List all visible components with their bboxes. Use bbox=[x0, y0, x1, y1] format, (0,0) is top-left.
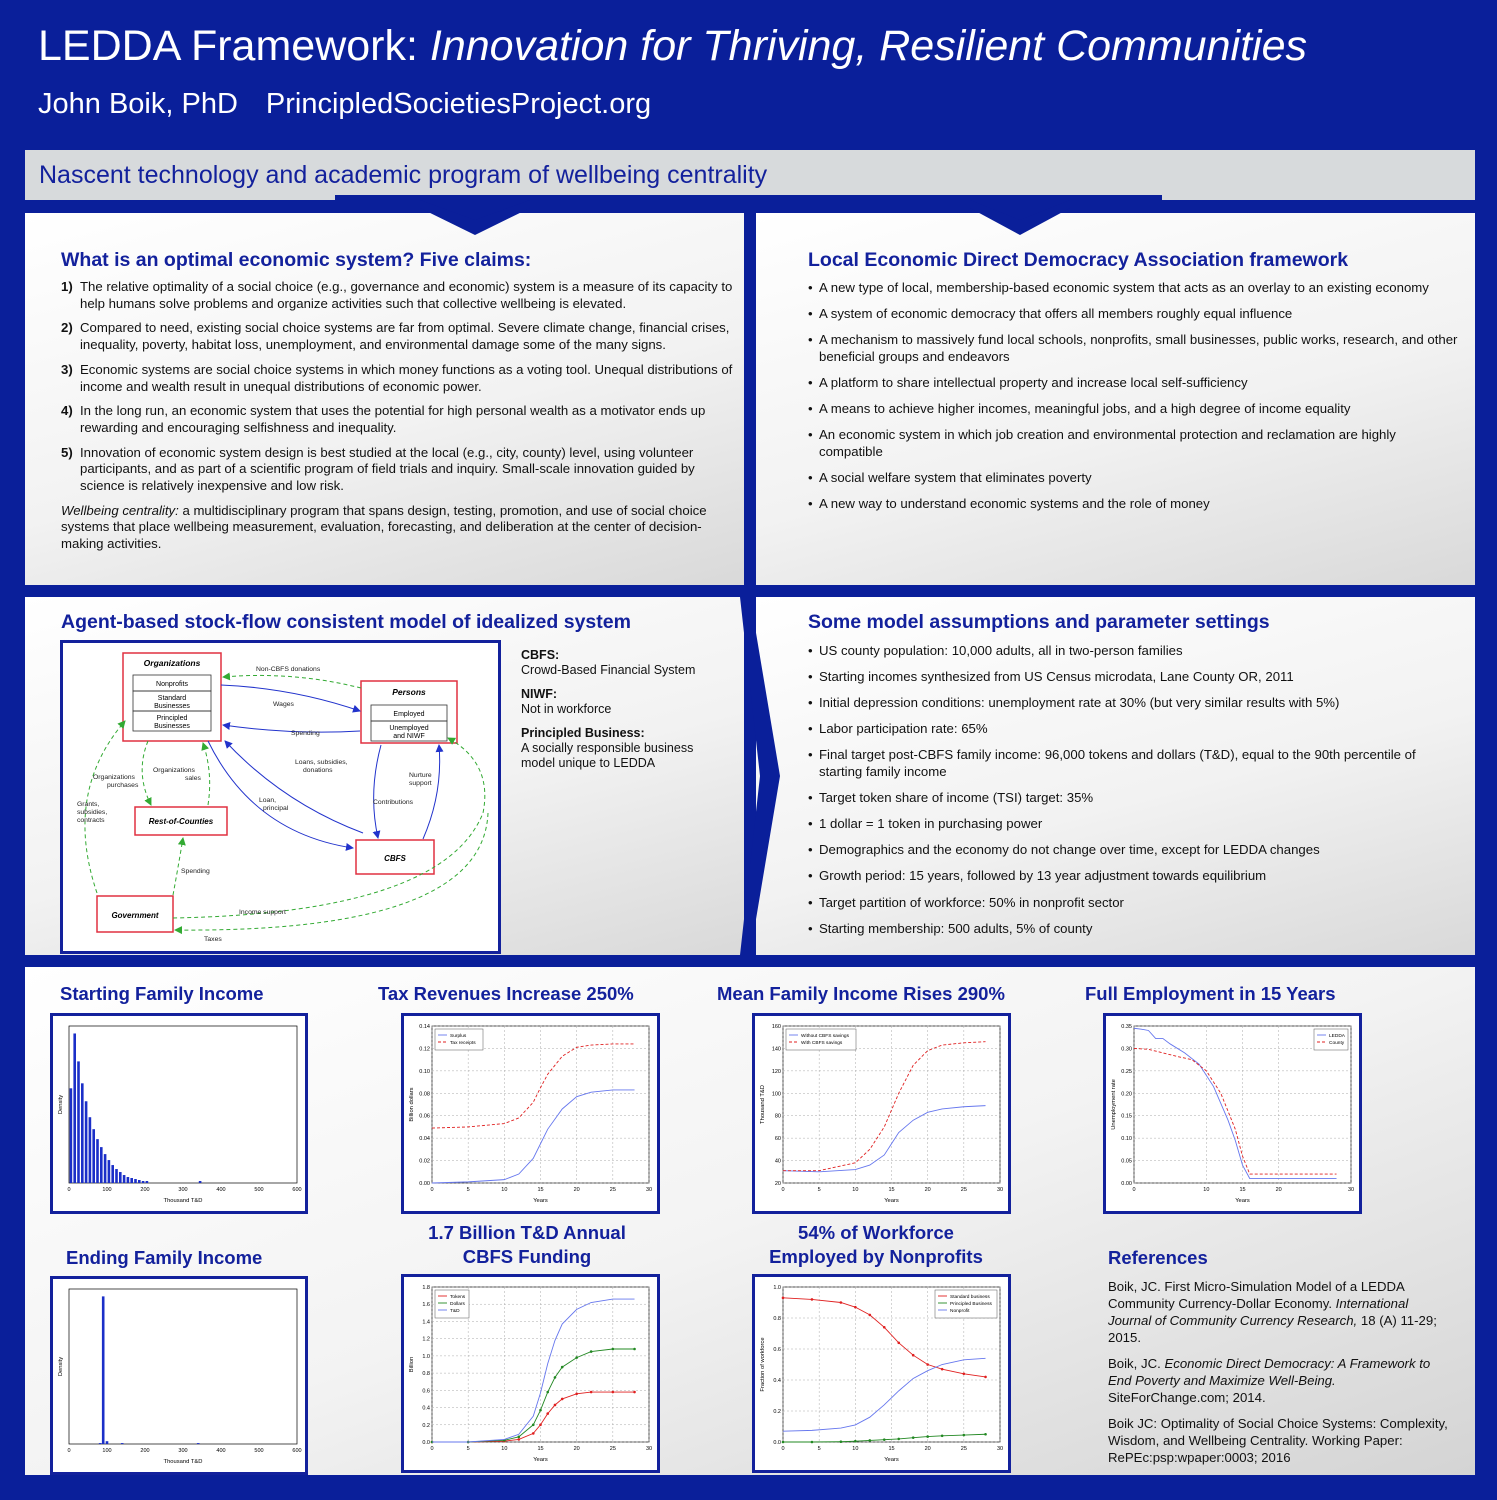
histogram-bar bbox=[81, 1083, 84, 1183]
title-italic: Innovation for Thriving, Resilient Communities bbox=[429, 22, 1307, 70]
chart-workforce bbox=[752, 1274, 1011, 1473]
chart-title-workforce-2: Employed by Nonprofits bbox=[769, 1246, 983, 1267]
y-tick-label: 1.0 bbox=[773, 1285, 781, 1291]
y-tick-label: 120 bbox=[771, 1068, 781, 1075]
unemployed-label-1: Unemployed bbox=[389, 725, 429, 732]
chart-starting-income bbox=[50, 1013, 308, 1214]
y-tick-label: 0.05 bbox=[1121, 1158, 1132, 1165]
organizations-label: Organizations bbox=[143, 658, 201, 668]
x-tick-label: 0 bbox=[430, 1446, 434, 1452]
series-point bbox=[612, 1348, 615, 1351]
nonprofits-label: Nonprofits bbox=[156, 681, 188, 688]
y-axis-label: Fraction of workforce bbox=[760, 1337, 766, 1392]
chart-title-workforce-1: 54% of Workforce bbox=[798, 1222, 954, 1243]
series-point bbox=[554, 1404, 557, 1407]
x-tick-label: 15 bbox=[888, 1446, 895, 1452]
assumptions-panel bbox=[756, 597, 1475, 955]
series-point bbox=[984, 1376, 987, 1379]
histogram-bar bbox=[142, 1181, 145, 1183]
series-point bbox=[912, 1354, 915, 1357]
glossary-def: Crowd-Based Financial System bbox=[521, 663, 696, 677]
histogram-bar bbox=[106, 1441, 109, 1444]
histogram-bar bbox=[138, 1180, 141, 1183]
x-tick-label: 20 bbox=[573, 1446, 580, 1452]
x-axis-label: Thousand T&D bbox=[163, 1459, 203, 1465]
histogram-bar bbox=[70, 1088, 73, 1183]
x-tick-label: 25 bbox=[960, 1187, 967, 1193]
chart-title-ending: Ending Family Income bbox=[66, 1247, 263, 1268]
y-axis-label: Unemployment rate bbox=[1111, 1079, 1117, 1130]
series-point bbox=[532, 1423, 535, 1426]
ledda-item: • A platform to share intellectual property and increase local self-sufficiency bbox=[808, 374, 1248, 390]
series-point bbox=[854, 1306, 857, 1309]
y-tick-label: 0.15 bbox=[1121, 1113, 1132, 1120]
y-axis-label: Billion bbox=[409, 1356, 415, 1373]
series-point bbox=[782, 1297, 785, 1300]
series-point bbox=[869, 1439, 872, 1442]
chart-title-cbfs-2: CBFS Funding bbox=[462, 1246, 592, 1267]
chart-cbfs-funding bbox=[401, 1274, 660, 1473]
y-tick-label: 0.4 bbox=[422, 1405, 430, 1412]
x-tick-label: 20 bbox=[924, 1446, 931, 1452]
assumption-item: • US county population: 10,000 adults, all in two-person families bbox=[808, 643, 1183, 658]
y-tick-label: 0.08 bbox=[419, 1091, 430, 1098]
histogram-bar bbox=[99, 1443, 102, 1444]
histogram-bar bbox=[85, 1101, 88, 1183]
x-tick-label: 10 bbox=[1203, 1187, 1210, 1193]
assumption-item: • Starting membership: 500 adults, 5% of county bbox=[808, 920, 1093, 936]
y-tick-label: 40 bbox=[774, 1158, 781, 1165]
x-tick-label: 20 bbox=[924, 1187, 931, 1193]
wellbeing-centrality-definition: Wellbeing centrality: a multidisciplinary program that spans design, testing, promotion, and use of social choice systems that place wellbeing measurement, evaluation, forecasting, and deliberation at the center of decision-making activities. bbox=[61, 502, 707, 552]
chart-mean-income bbox=[752, 1013, 1011, 1214]
ledda-item: • A new type of local, membership-based economic system that acts as an overlay to an existing economy bbox=[808, 280, 1429, 295]
model-heading: Agent-based stock-flow consistent model of idealized system bbox=[61, 611, 631, 633]
histogram-bar bbox=[77, 1061, 80, 1183]
label-grants-1: Grants, bbox=[77, 801, 100, 808]
assumption-item: • Starting incomes synthesized from US Census microdata, Lane County OR, 2011 bbox=[808, 669, 1294, 685]
label-nurture-1: Nurture bbox=[409, 772, 432, 779]
unemployed-label-2: and NIWF bbox=[393, 733, 425, 740]
x-tick-label: 300 bbox=[178, 1448, 188, 1454]
label-orgpur-2: purchases bbox=[107, 782, 139, 789]
series-point bbox=[633, 1348, 636, 1351]
x-tick-label: 500 bbox=[254, 1448, 264, 1454]
chart-title-mean-income: Mean Family Income Rises 290% bbox=[717, 983, 1005, 1004]
ledda-item: • A mechanism to massively fund local schools, nonprofits, small businesses, public works, research, and other beneficial groups and endeavors bbox=[808, 332, 1458, 364]
employed-label: Employed bbox=[393, 711, 425, 718]
ledda-item: • A new way to understand economic systems and the role of money bbox=[808, 496, 1210, 512]
x-tick-label: 400 bbox=[216, 1187, 226, 1193]
ledda-item: • A means to achieve higher incomes, meaningful jobs, and a high degree of income equality bbox=[808, 401, 1351, 417]
government-label: Government bbox=[111, 911, 159, 920]
series-point bbox=[811, 1298, 814, 1301]
x-axis-label: Years bbox=[884, 1457, 899, 1463]
y-tick-label: 100 bbox=[771, 1091, 781, 1098]
histogram-bar bbox=[197, 1443, 200, 1444]
reference-item: Boik, JC. Economic Direct Democracy: A Framework to End Poverty and Maximize Well-Being. SiteForChange.com; 2014. bbox=[1108, 1356, 1431, 1405]
x-tick-label: 300 bbox=[178, 1187, 188, 1193]
x-tick-label: 10 bbox=[501, 1187, 508, 1193]
series-point bbox=[782, 1441, 785, 1444]
glossary-def: A socially responsible business model unique to LEDDA bbox=[521, 741, 694, 770]
histogram-bar bbox=[100, 1147, 103, 1183]
y-tick-label: 1.8 bbox=[422, 1285, 430, 1291]
legend-label: Tokens bbox=[450, 1295, 466, 1300]
y-tick-label: 0.14 bbox=[419, 1024, 430, 1030]
standard-label-2: Businesses bbox=[154, 703, 190, 710]
x-tick-label: 0 bbox=[67, 1187, 71, 1193]
histogram-bar bbox=[96, 1139, 99, 1183]
series-point bbox=[926, 1363, 929, 1366]
series-point bbox=[546, 1412, 549, 1415]
chart-title-workforce bbox=[751, 1221, 1001, 1269]
histogram-bar bbox=[121, 1443, 124, 1444]
legend-box bbox=[786, 1029, 856, 1050]
series-point bbox=[633, 1391, 636, 1394]
legend-label: Nonprofit bbox=[950, 1309, 970, 1314]
y-tick-label: 0.8 bbox=[422, 1371, 430, 1378]
histogram-bar bbox=[102, 1296, 105, 1444]
assumptions-list bbox=[808, 643, 1458, 947]
assumption-item: • Demographics and the economy do not change over time, except for LEDDA changes bbox=[808, 842, 1320, 858]
x-tick-label: 5 bbox=[817, 1446, 821, 1452]
y-tick-label: 0.0 bbox=[422, 1440, 430, 1446]
persons-label: Persons bbox=[392, 687, 426, 697]
y-tick-label: 0.10 bbox=[419, 1068, 430, 1075]
chart-employment bbox=[1103, 1013, 1362, 1214]
series-point bbox=[590, 1391, 593, 1394]
y-tick-label: 80 bbox=[774, 1113, 781, 1120]
label-contributions: Contributions bbox=[373, 799, 414, 806]
histogram-bar bbox=[73, 1033, 76, 1183]
label-non-cbfs: Non-CBFS donations bbox=[256, 666, 321, 673]
assumption-item: • Initial depression conditions: unemployment rate at 30% (but very similar results with 5%) bbox=[808, 695, 1340, 711]
x-tick-label: 20 bbox=[1275, 1187, 1282, 1193]
website: PrincipledSocietiesProject.org bbox=[265, 88, 652, 120]
series-point bbox=[897, 1438, 900, 1441]
y-axis-label: Thousand T&D bbox=[760, 1085, 766, 1124]
legend-label: Principled Business bbox=[950, 1302, 992, 1307]
label-taxes: Taxes bbox=[204, 936, 222, 943]
claim-item: 4) In the long run, an economic system that uses the potential for high personal wealth as a motivator ends up rewarding and encouraging selfishness and inequality. bbox=[61, 403, 706, 435]
x-tick-label: 15 bbox=[888, 1187, 895, 1193]
x-axis-label: Years bbox=[884, 1198, 899, 1204]
reference-item: Boik JC: Optimality of Social Choice Systems: Complexity, Wisdom, and Wellbeing Centrality. Working Paper: RePEc:psp:wpaper:0003; 2016 bbox=[1108, 1416, 1448, 1465]
glossary-term: NIWF: bbox=[521, 687, 558, 701]
x-tick-label: 30 bbox=[645, 1446, 653, 1452]
principled-label-1: Principled bbox=[156, 715, 188, 722]
x-tick-label: 5 bbox=[466, 1446, 470, 1452]
label-grants-2: subsidies, bbox=[77, 809, 108, 816]
series-point bbox=[561, 1366, 564, 1369]
banner bbox=[25, 150, 1475, 200]
label-spending-2: Spending bbox=[181, 868, 210, 875]
histogram-bar bbox=[123, 1175, 126, 1183]
plot-area bbox=[69, 1026, 297, 1183]
x-tick-label: 30 bbox=[996, 1446, 1004, 1452]
claims-panel bbox=[25, 213, 744, 585]
ledda-item: • A system of economic democracy that offers all members roughly equal influence bbox=[808, 306, 1293, 322]
assumptions-heading: Some model assumptions and parameter settings bbox=[808, 611, 1270, 633]
x-tick-label: 0 bbox=[430, 1187, 434, 1193]
y-tick-label: 0.00 bbox=[1121, 1181, 1132, 1187]
x-tick-label: 30 bbox=[1347, 1187, 1355, 1193]
y-tick-label: 1.2 bbox=[422, 1336, 430, 1343]
histogram-bar bbox=[146, 1181, 149, 1183]
series-point bbox=[518, 1436, 521, 1439]
y-tick-label: 0.02 bbox=[419, 1158, 430, 1165]
label-loans-2: donations bbox=[303, 767, 333, 774]
x-tick-label: 400 bbox=[216, 1448, 226, 1454]
y-tick-label: 0.6 bbox=[422, 1388, 430, 1395]
series-point bbox=[963, 1373, 966, 1376]
x-tick-label: 0 bbox=[781, 1187, 785, 1193]
series-point bbox=[539, 1409, 542, 1412]
series-point bbox=[941, 1368, 944, 1371]
x-tick-label: 0 bbox=[781, 1446, 785, 1452]
x-tick-label: 15 bbox=[537, 1187, 544, 1193]
x-tick-label: 200 bbox=[140, 1187, 150, 1193]
x-tick-label: 5 bbox=[466, 1187, 470, 1193]
model-chevron bbox=[740, 597, 780, 955]
legend-label: Surplus bbox=[450, 1034, 467, 1039]
legend-label: County bbox=[1329, 1041, 1345, 1046]
series-point bbox=[554, 1376, 557, 1379]
glossary-def: Not in workforce bbox=[521, 702, 612, 716]
series-point bbox=[883, 1438, 886, 1441]
label-orgsales-2: sales bbox=[185, 775, 201, 782]
series-point bbox=[840, 1440, 843, 1443]
series-point bbox=[912, 1436, 915, 1439]
references-heading: References bbox=[1108, 1247, 1208, 1268]
x-axis-label: Years bbox=[1235, 1198, 1250, 1204]
series-point bbox=[546, 1391, 549, 1394]
x-tick-label: 30 bbox=[645, 1187, 653, 1193]
y-tick-label: 60 bbox=[774, 1136, 781, 1143]
histogram-bar bbox=[127, 1177, 130, 1183]
claims-heading: What is an optimal economic system? Five claims: bbox=[61, 249, 532, 271]
assumption-item: • Final target post-CBFS family income: 96,000 tokens and dollars (T&D), equal to the 90th percentile of starting family income bbox=[808, 747, 1416, 780]
claim-item: 1) The relative optimality of a social choice (e.g., governance and economic) system is a measure of its capacity to help humans solve problems and organize activities such that collective wellbeing is elevated. bbox=[61, 279, 733, 311]
assumption-item: • Target token share of income (TSI) target: 35% bbox=[808, 790, 1094, 806]
x-axis-label: Years bbox=[533, 1457, 548, 1463]
x-tick-label: 100 bbox=[102, 1187, 112, 1193]
x-tick-label: 600 bbox=[292, 1187, 302, 1193]
chart-title-starting: Starting Family Income bbox=[60, 983, 264, 1004]
banner-text: Nascent technology and academic program of wellbeing centrality bbox=[39, 161, 768, 189]
glossary-term: CBFS: bbox=[521, 648, 560, 662]
y-axis-label: Density bbox=[58, 1356, 64, 1377]
assumption-item: • Labor participation rate: 65% bbox=[808, 721, 988, 737]
x-tick-label: 25 bbox=[960, 1446, 967, 1452]
poster-subtitle bbox=[38, 88, 679, 121]
x-tick-label: 30 bbox=[996, 1187, 1004, 1193]
y-tick-label: 0.20 bbox=[1121, 1091, 1132, 1098]
x-tick-label: 15 bbox=[537, 1446, 544, 1452]
chart-title-tax: Tax Revenues Increase 250% bbox=[378, 983, 634, 1004]
histogram-bar bbox=[92, 1129, 95, 1183]
legend-box bbox=[1314, 1029, 1348, 1050]
series-point bbox=[575, 1356, 578, 1359]
y-tick-label: 0.10 bbox=[1121, 1136, 1132, 1143]
x-axis-label: Years bbox=[533, 1198, 548, 1204]
series-point bbox=[926, 1435, 929, 1438]
reference-item: Boik, JC. First Micro-Simulation Model of a LEDDA Community Currency-Dollar Economy. International Journal of Community Currency Research, 18 (A) 11-29; 2015. bbox=[1108, 1279, 1437, 1345]
legend-label: Standard business bbox=[950, 1295, 990, 1300]
legend-box bbox=[435, 1029, 483, 1050]
y-tick-label: 0.2 bbox=[422, 1422, 430, 1429]
series-point bbox=[518, 1438, 521, 1441]
series-point bbox=[941, 1435, 944, 1438]
ledda-item: • An economic system in which job creation and environmental protection and reclamation are highly compatible bbox=[808, 427, 1396, 459]
label-nurture-2: support bbox=[409, 780, 432, 787]
legend-label: With CBFS savings bbox=[801, 1041, 843, 1046]
assumption-item: • Target partition of workforce: 50% in nonprofit sector bbox=[808, 894, 1124, 910]
histogram-bar bbox=[115, 1169, 118, 1183]
series-point bbox=[612, 1391, 615, 1394]
ledda-item: • A social welfare system that eliminates poverty bbox=[808, 469, 1092, 485]
histogram-bar bbox=[199, 1181, 202, 1183]
series-point bbox=[840, 1301, 843, 1304]
chart-ending-income bbox=[50, 1276, 308, 1475]
histogram-bar bbox=[119, 1172, 122, 1183]
label-orgpur-1: Organizations bbox=[93, 774, 135, 781]
histogram-bar bbox=[89, 1117, 92, 1183]
y-tick-label: 0.04 bbox=[419, 1136, 430, 1143]
y-tick-label: 1.0 bbox=[422, 1353, 430, 1360]
y-tick-label: 0.2 bbox=[773, 1409, 781, 1415]
rest-label: Rest-of-Counties bbox=[148, 817, 214, 826]
y-tick-label: 0.8 bbox=[773, 1316, 781, 1322]
histogram-bar bbox=[130, 1178, 133, 1183]
x-tick-label: 500 bbox=[254, 1187, 264, 1193]
x-tick-label: 600 bbox=[292, 1448, 302, 1454]
y-tick-label: 0.4 bbox=[773, 1378, 781, 1384]
claims-list bbox=[61, 279, 733, 553]
chart-title-cbfs bbox=[402, 1221, 652, 1269]
series-point bbox=[539, 1423, 542, 1426]
label-income-support: Income support bbox=[239, 909, 286, 916]
x-tick-label: 0 bbox=[1132, 1187, 1136, 1193]
author: John Boik, PhD bbox=[38, 88, 238, 120]
label-wages: Wages bbox=[273, 701, 294, 708]
model-glossary bbox=[521, 648, 721, 780]
legend-label: Dollars bbox=[450, 1302, 465, 1307]
y-axis-label: Density bbox=[58, 1094, 64, 1115]
assumption-item: • 1 dollar = 1 token in purchasing power bbox=[808, 816, 1043, 832]
y-tick-label: 0.30 bbox=[1121, 1046, 1132, 1053]
histogram-bar bbox=[111, 1165, 114, 1183]
y-axis-label: Billion dollars bbox=[409, 1087, 415, 1122]
series-point bbox=[575, 1392, 578, 1395]
x-tick-label: 10 bbox=[852, 1446, 859, 1452]
model-diagram bbox=[60, 640, 501, 954]
cbfs-label: CBFS bbox=[384, 854, 406, 863]
y-tick-label: 20 bbox=[774, 1181, 781, 1187]
glossary-term: Principled Business: bbox=[521, 726, 645, 740]
histogram-bar bbox=[108, 1160, 111, 1183]
chart-title-employment: Full Employment in 15 Years bbox=[1085, 983, 1336, 1004]
x-tick-label: 10 bbox=[501, 1446, 508, 1452]
x-tick-label: 100 bbox=[102, 1448, 112, 1454]
assumption-item: • Growth period: 15 years, followed by 13 year adjustment towards equilibrium bbox=[808, 868, 1267, 884]
y-tick-label: 1.6 bbox=[422, 1302, 430, 1309]
series-point bbox=[963, 1434, 966, 1437]
legend-label: Without CBFS savings bbox=[801, 1034, 849, 1039]
title-main: LEDDA Framework: bbox=[38, 22, 418, 70]
ledda-panel bbox=[756, 213, 1475, 585]
x-tick-label: 20 bbox=[573, 1187, 580, 1193]
ledda-heading: Local Economic Direct Democracy Association framework bbox=[808, 249, 1349, 271]
references-list bbox=[1108, 1278, 1448, 1475]
label-grants-3: contracts bbox=[77, 817, 105, 824]
x-tick-label: 5 bbox=[817, 1187, 821, 1193]
banner-notch bbox=[0, 195, 1497, 245]
y-tick-label: 0.35 bbox=[1121, 1024, 1132, 1030]
standard-label-1: Standard bbox=[157, 695, 187, 702]
poster-title bbox=[38, 22, 1307, 71]
x-tick-label: 0 bbox=[67, 1448, 71, 1454]
series-point bbox=[984, 1433, 987, 1436]
claim-item: 2) Compared to need, existing social choice systems are far from optimal. Severe climate change, financial crises, inequality, poverty, habitat loss, unemployment, and environmental damage some of the many signs. bbox=[61, 320, 730, 353]
y-tick-label: 0.00 bbox=[419, 1181, 430, 1187]
label-loans-1: Loans, subsidies, bbox=[295, 759, 348, 766]
y-tick-label: 0.06 bbox=[419, 1113, 430, 1120]
label-orgsales-1: Organizations bbox=[153, 767, 195, 774]
legend-label: Tax receipts bbox=[450, 1041, 476, 1046]
series-point bbox=[869, 1314, 872, 1317]
x-tick-label: 25 bbox=[609, 1187, 616, 1193]
y-tick-label: 160 bbox=[771, 1024, 781, 1030]
label-spending: Spending bbox=[291, 730, 320, 737]
principled-label-2: Businesses bbox=[154, 723, 190, 730]
label-loan-1: Loan, bbox=[259, 797, 277, 804]
chart-tax-revenues bbox=[401, 1013, 660, 1214]
y-tick-label: 0.0 bbox=[773, 1440, 781, 1446]
series-point bbox=[561, 1398, 564, 1401]
series-point bbox=[854, 1440, 857, 1443]
chart-title-cbfs-1: 1.7 Billion T&D Annual bbox=[428, 1222, 626, 1243]
x-axis-label: Thousand T&D bbox=[163, 1198, 203, 1204]
series-point bbox=[883, 1326, 886, 1329]
y-tick-label: 1.4 bbox=[422, 1319, 430, 1326]
label-loan-2: principal bbox=[263, 805, 289, 812]
claim-item: 3) Economic systems are social choice systems in which money functions as a voting tool. Unequal distributions of income and wealth result in unequal distributions of economic power. bbox=[61, 361, 733, 394]
x-tick-label: 10 bbox=[852, 1187, 859, 1193]
histogram-bar bbox=[134, 1179, 137, 1183]
y-tick-label: 0.25 bbox=[1121, 1068, 1132, 1075]
series-point bbox=[811, 1441, 814, 1444]
histogram-bar bbox=[104, 1154, 107, 1183]
series-point bbox=[897, 1342, 900, 1345]
legend-label: T&D bbox=[450, 1309, 460, 1314]
legend-label: LEDDA bbox=[1329, 1034, 1345, 1039]
ledda-list bbox=[808, 280, 1458, 522]
x-tick-label: 200 bbox=[140, 1448, 150, 1454]
x-tick-label: 15 bbox=[1239, 1187, 1246, 1193]
claim-item: 5) Innovation of economic system design is best studied at the local (e.g., city, county) level, using volunteer participants, and as part of a scientific program of field trials and inquiry. Small-scale innovation guided by science is relatively inexpensive and low risk. bbox=[61, 444, 695, 494]
series-point bbox=[532, 1432, 535, 1435]
series-point bbox=[590, 1350, 593, 1353]
y-tick-label: 0.6 bbox=[773, 1347, 781, 1353]
y-tick-label: 0.12 bbox=[419, 1046, 430, 1053]
y-tick-label: 140 bbox=[771, 1046, 781, 1053]
x-tick-label: 25 bbox=[609, 1446, 616, 1452]
